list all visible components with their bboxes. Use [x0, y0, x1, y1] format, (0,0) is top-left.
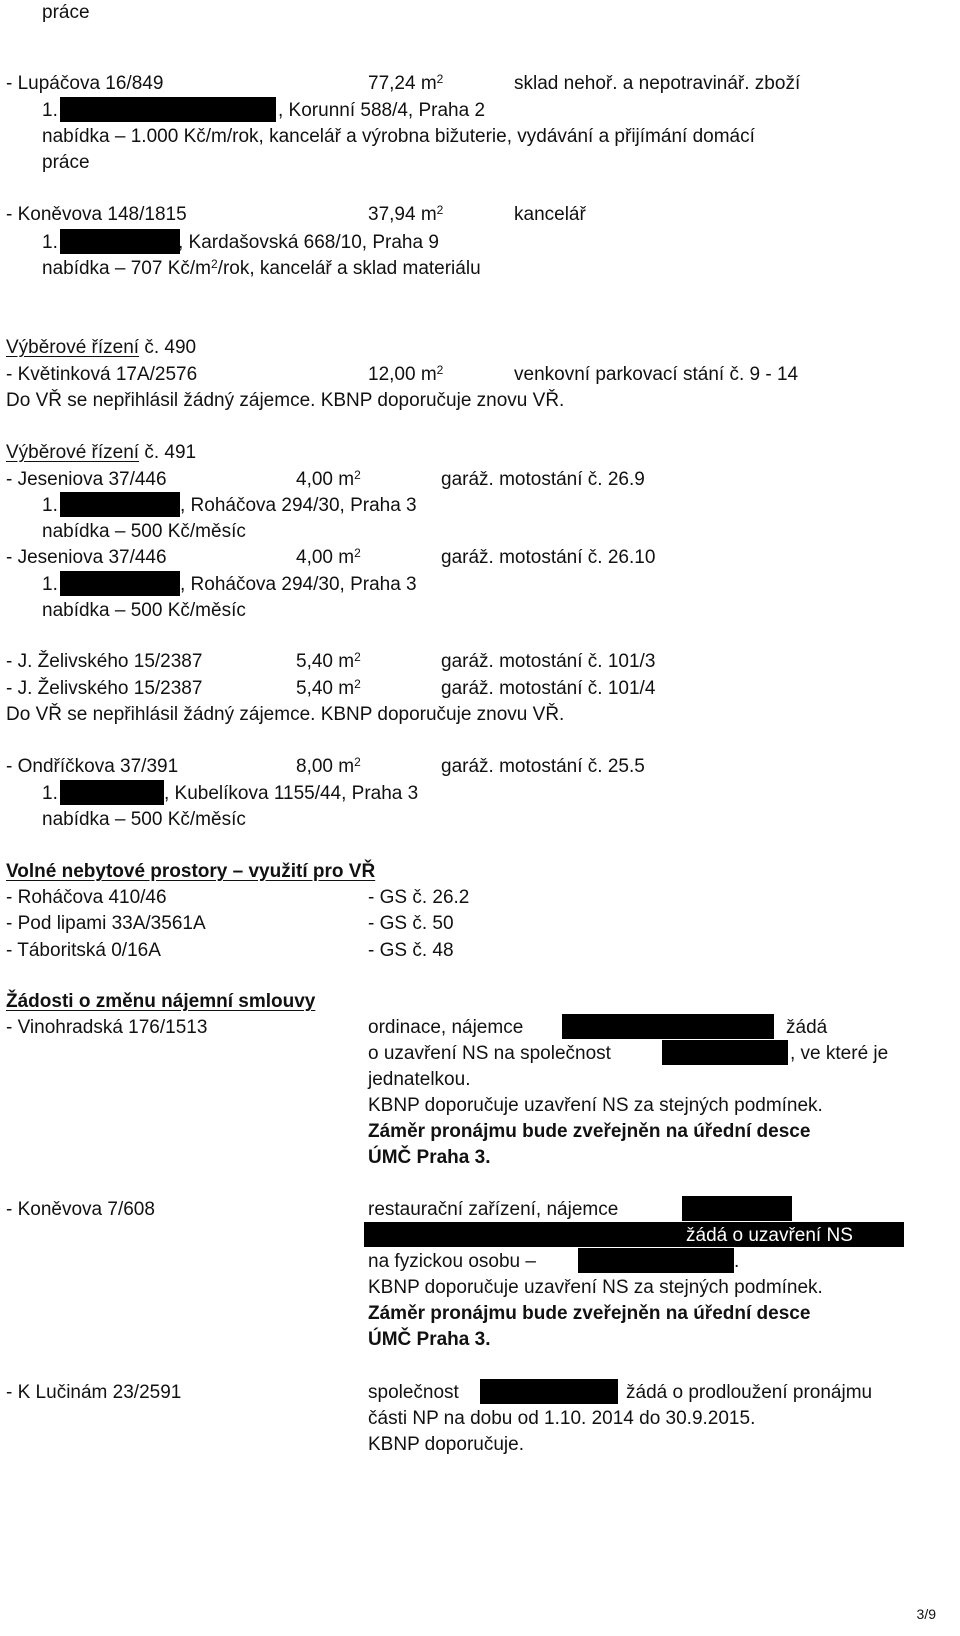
publication-note: ÚMČ Praha 3. [368, 1329, 491, 1350]
property-address: - J. Želivského 15/2387 [6, 678, 203, 699]
bid-offer: nabídka – 500 Kč/měsíc [42, 521, 246, 542]
request-text: žádá o uzavření NS [686, 1225, 853, 1246]
property-area: 5,40 $m^2$ [296, 677, 361, 699]
bid-number: 1. [42, 574, 58, 595]
redaction-block [682, 1196, 792, 1221]
property-address: - Koněvova 148/1815 [6, 204, 187, 225]
property-address: - Vinohradská 176/1513 [6, 1017, 208, 1038]
section-heading-vr490: Výběrové řízení č. 490 [6, 337, 197, 358]
request-text: společnost [368, 1382, 459, 1403]
property-address: - Pod lipami 33A/3561A [6, 913, 206, 934]
bidder-address: , Kardašovská 668/10, Praha 9 [178, 232, 439, 253]
section-heading-lease-changes: Žádosti o změnu nájemní smlouvy [6, 991, 316, 1012]
property-address: - Jeseniova 37/446 [6, 469, 167, 490]
request-text: ordinace, nájemce [368, 1017, 524, 1038]
request-text: o uzavření NS na společnost [368, 1043, 611, 1064]
continued-text: práce [42, 2, 90, 23]
kbnp-recommendation: KBNP doporučuje. [368, 1434, 524, 1455]
bidder-address: , Roháčova 294/30, Praha 3 [180, 495, 417, 516]
bidder-address: , Korunní 588/4, Praha 2 [278, 100, 486, 121]
property-address: - Táboritská 0/16A [6, 940, 161, 961]
property-use: garáž. motostání č. 26.10 [441, 547, 656, 568]
request-text: , ve které je [790, 1043, 889, 1064]
gs-number: - GS č. 48 [368, 940, 454, 961]
vr-note: Do VŘ se nepřihlásil žádný zájemce. KBNP doporučuje znovu VŘ. [6, 704, 565, 725]
property-area: 8,00 $m^2$ [296, 755, 361, 777]
bid-offer-cont: práce [42, 152, 90, 173]
redaction-block [480, 1379, 618, 1404]
property-area: 5,40 $m^2$ [296, 650, 361, 672]
property-address: - J. Želivského 15/2387 [6, 651, 203, 672]
property-use: kancelář [514, 204, 586, 225]
kbnp-recommendation: KBNP doporučuje uzavření NS za stejných podmínek. [368, 1277, 823, 1298]
property-address: - Lupáčova 16/849 [6, 73, 164, 94]
property-address: - K Lučinám 23/2591 [6, 1382, 182, 1403]
vr-note: Do VŘ se nepřihlásil žádný zájemce. KBNP doporučuje znovu VŘ. [6, 390, 565, 411]
section-heading-vr491: Výběrové řízení č. 491 [6, 442, 197, 463]
redaction-block [60, 229, 180, 254]
bid-offer: nabídka – 500 Kč/měsíc [42, 809, 246, 830]
bid-offer: nabídka – 707 $Kč/m^2$/rok, kancelář a sklad materiálu [42, 257, 481, 279]
property-use: sklad nehoř. a nepotravinář. zboží [514, 73, 801, 94]
gs-number: - GS č. 26.2 [368, 887, 470, 908]
property-address: - Ondříčkova 37/391 [6, 756, 179, 777]
request-text: žádá [786, 1017, 828, 1038]
bid-offer: nabídka – 500 Kč/měsíc [42, 600, 246, 621]
property-area: 37,94 $m^2$ [368, 203, 444, 225]
page-number: 3/9 [916, 1606, 936, 1622]
property-address: - Jeseniova 37/446 [6, 547, 167, 568]
request-text: části NP na dobu od 1.10. 2014 do 30.9.2015. [368, 1408, 756, 1429]
publication-note: Záměr pronájmu bude zveřejněn na úřední desce [368, 1121, 811, 1142]
redaction-block [60, 97, 276, 122]
publication-note: Záměr pronájmu bude zveřejněn na úřední desce [368, 1303, 811, 1324]
kbnp-recommendation: KBNP doporučuje uzavření NS za stejných podmínek. [368, 1095, 823, 1116]
redaction-block [60, 780, 164, 805]
section-heading-free-spaces: Volné nebytové prostory – využití pro VŘ [6, 861, 376, 882]
redaction-block [60, 571, 180, 596]
bid-number: 1. [42, 232, 58, 253]
property-use: garáž. motostání č. 101/3 [441, 651, 656, 672]
bid-number: 1. [42, 783, 58, 804]
publication-note: ÚMČ Praha 3. [368, 1147, 491, 1168]
property-use: garáž. motostání č. 26.9 [441, 469, 645, 490]
property-area: 4,00 $m^2$ [296, 546, 361, 568]
redaction-block [562, 1014, 774, 1039]
property-address: - Květinková 17A/2576 [6, 364, 198, 385]
request-text: restaurační zařízení, nájemce [368, 1199, 619, 1220]
request-text: . [734, 1251, 740, 1272]
bid-number: 1. [42, 495, 58, 516]
redaction-block [578, 1248, 734, 1273]
request-text: na fyzickou osobu – [368, 1251, 536, 1272]
property-address: - Roháčova 410/46 [6, 887, 167, 908]
property-use: garáž. motostání č. 101/4 [441, 678, 656, 699]
property-use: garáž. motostání č. 25.5 [441, 756, 645, 777]
redaction-block [662, 1040, 788, 1065]
property-area: 12,00 $m^2$ [368, 363, 444, 385]
property-area: 4,00 $m^2$ [296, 468, 361, 490]
property-address: - Koněvova 7/608 [6, 1199, 155, 1220]
bidder-address: , Kubelíkova 1155/44, Praha 3 [164, 783, 419, 804]
property-use: venkovní parkovací stání č. 9 - 14 [514, 364, 799, 385]
bid-number: 1. [42, 100, 58, 121]
redaction-block [60, 492, 180, 517]
property-area: 77,24 $m^2$ [368, 72, 444, 94]
request-text: žádá o prodloužení pronájmu [626, 1382, 873, 1403]
request-text: jednatelkou. [368, 1069, 471, 1090]
gs-number: - GS č. 50 [368, 913, 454, 934]
bidder-address: , Roháčova 294/30, Praha 3 [180, 574, 417, 595]
bid-offer: nabídka – 1.000 Kč/m/rok, kancelář a výrobna bižuterie, vydávání a přijímání domácí [42, 126, 755, 147]
